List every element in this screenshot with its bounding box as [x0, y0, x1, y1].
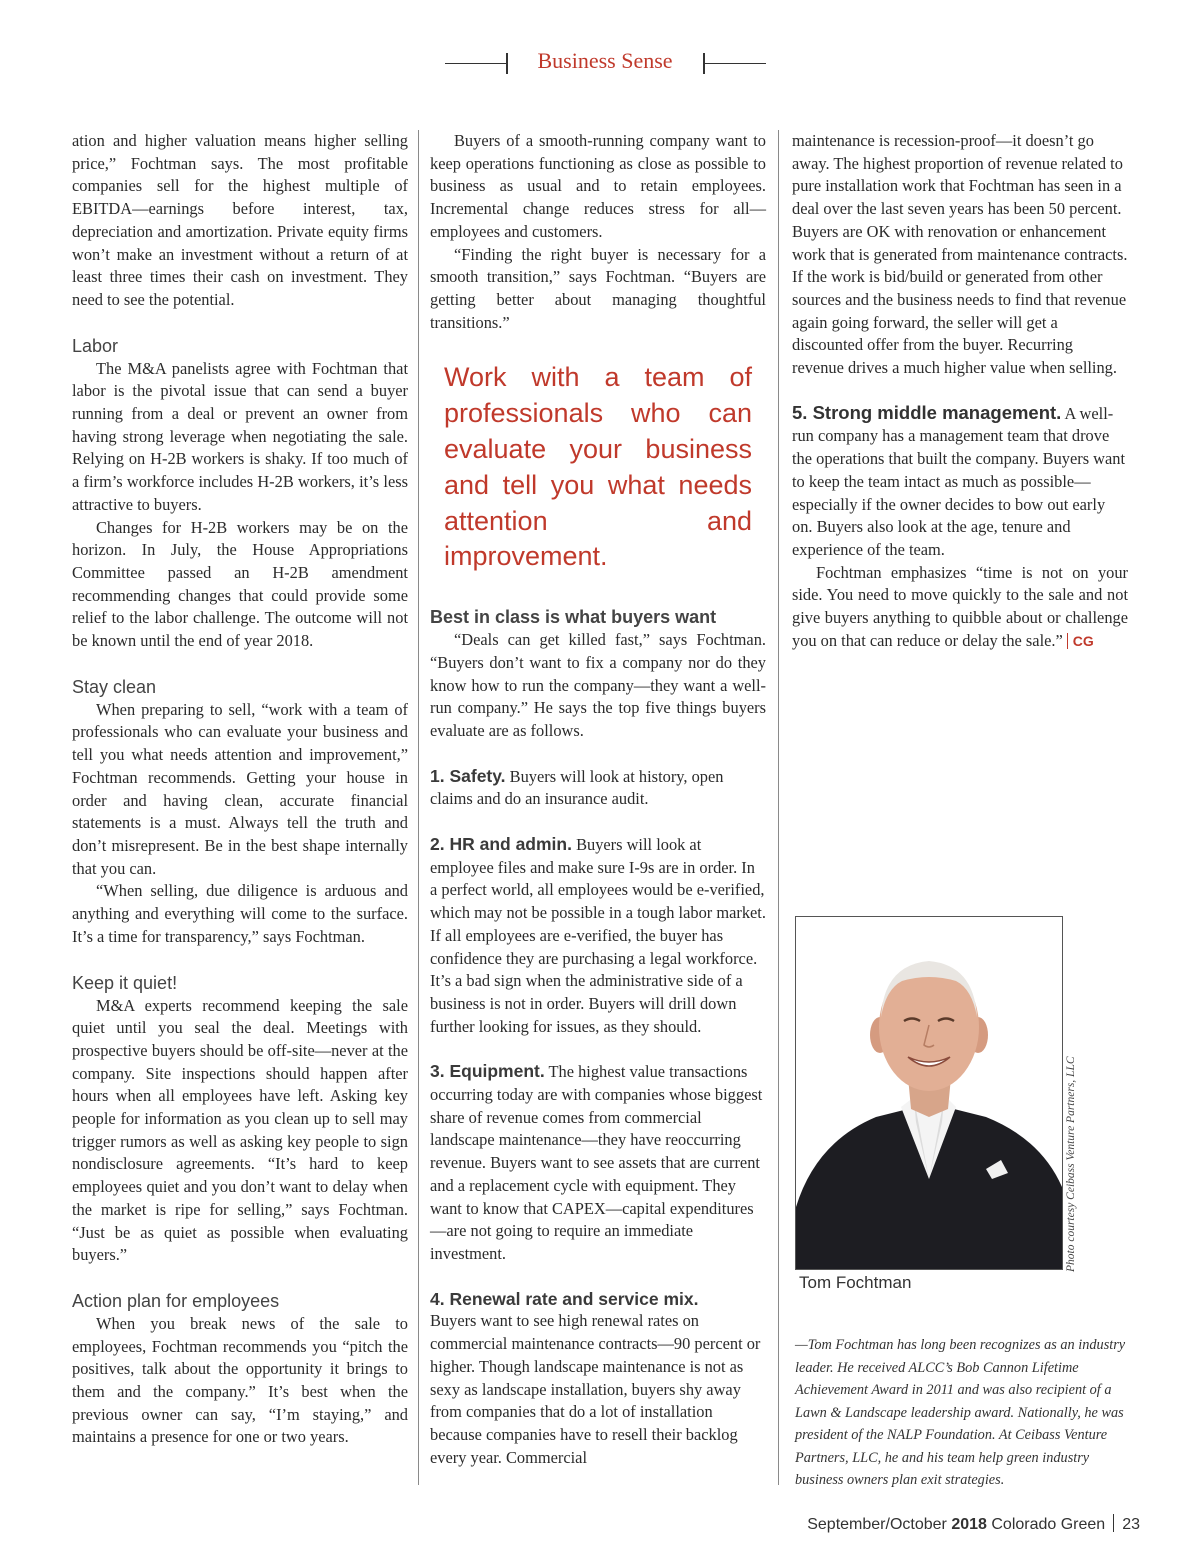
paragraph: maintenance is recession-proof—it doesn’t go away. The highest proportion of revenue related to pure installation work that Fochtman has seen in a deal over the last seven years has been 50 percent. Buyers are OK with renovation or enhancement work that is generated from maintenance contracts. If the work is bid/build or generated from other sources and the business needs to find that revenue again going forward, the seller will get a discounted offer from the buyer. Recurring revenue drives a much higher value when selling.: [792, 131, 1128, 378]
paragraph: When preparing to sell, “work with a team of professionals who can evaluate your business and tell you what needs attention and improvement,” Fochtman recommends. Getting your house in order and having clean, accurate financial statements is a must. Always tell the truth and don’t misrepresent. Be in the best shape internally that you can.: [72, 699, 408, 878]
list-item-equipment: [430, 1060, 766, 1265]
subhead-best-in-class: Best in class is what buyers want: [430, 607, 717, 628]
column-2: [430, 130, 766, 1469]
footer-magazine: Colorado Green: [991, 1516, 1106, 1533]
paragraph: “When selling, due diligence is arduous and anything and everything will come to the surface. It’s a time for transparency,” says Fochtman.: [72, 881, 408, 946]
list-item-renewal: [430, 1288, 766, 1470]
paragraph: Buyers of a smooth-running company want to keep operations functioning as close as possible to business as usual and to retain employees. Incremental change reduces stress for all—employees and customers.: [430, 131, 766, 241]
paragraph: M&A experts recommend keeping the sale quiet until you seal the deal. Meetings with prospective buyers should be off-site—never at the company. Site inspections should happen after hours when all employees have left. Asking key people for information as you clean up to sell may trigger rumors as well as asking key people to sign nondisclosure agreements. “It’s hard to keep employees quiet and you don’t want to delay when the market is ripe for selling,” says Fochtman. “Just be as quiet as possible when evaluating buyers.”: [72, 995, 408, 1265]
footer-issue: September/October: [807, 1516, 947, 1533]
portrait-photo: [795, 916, 1063, 1270]
header-rule-right: [704, 63, 766, 64]
item-text: A well-run company has a management team that drove the operations that built the company. Buyers want to keep the team intact as much as possible—especially if the owner decides to bow out early on. Buyers also look at the age, tenure and experience of the team.: [792, 403, 1126, 559]
paragraph: The M&A panelists agree with Fochtman that labor is the pivotal issue that can send a buyer running from a deal or prevent an owner from having strong leverage when negotiating the sale. Relying on H-2B workers is shaky. If too much of a firm’s workforce includes H-2B workers, it’s less attractive to buyers.: [72, 358, 408, 514]
footer-year: 2018: [951, 1516, 987, 1533]
item-number-heading: 4. Renewal rate and service mix.: [430, 1288, 699, 1309]
footer-divider: [1113, 1514, 1114, 1532]
list-item-middle-management: [792, 402, 1128, 562]
list-item-safety: [430, 765, 766, 811]
item-number-heading: 2. HR and admin.: [430, 834, 572, 855]
paragraph: “Deals can get killed fast,” says Fochtman. “Buyers don’t want to fix a company nor do they know how to run the company—they want a well-run company.” He says the top five things buyers evaluate are as follows.: [430, 630, 766, 740]
subhead-action-plan: Action plan for employees: [72, 1290, 280, 1311]
item-number-heading: 3. Equipment.: [430, 1061, 545, 1082]
item-text: Buyers will look at employee files and make sure I-9s are in order. In a perfect world, all employees would be e-verified, which may not be possible in a tough labor market. If all employees are e-verified, the buyer has confidence they are purchasing a legal workforce. It’s a bad sign when the administrative side of a business is not in order. Buyers will drill down further looking for issues, as they should.: [430, 835, 766, 1036]
item-number-heading: 5. Strong middle management.: [792, 401, 1062, 423]
paragraph: [792, 562, 1128, 653]
author-bio: —Tom Fochtman has long been recognizes as an industry leader. He received ALCC’s Bob Cannon Lifetime Achievement Award in 2011 and was also recipient of a Lawn & Landscape leadership award. Nationally, he was president of the NALP Foundation. At Ceibass Venture Partners, LLC, he and his team help green industry business owners plan exit strategies.: [795, 1337, 1126, 1488]
item-text: Buyers want to see high renewal rates on commercial maintenance contracts—90 percent or higher. Though landscape maintenance is not as sexy as landscape installation, buyers shy away from companies that do a lot of installation because companies have to resell their backlog every year. Commercial: [430, 1311, 761, 1467]
item-text: Buyers will look at history, open claims and do an insurance audit.: [430, 766, 724, 809]
paragraph: When you break news of the sale to employees, Fochtman recommends you “pitch the positives, talk about the opportunity it brings to them and the company.” It’s best when the previous owner can say, “I’m staying,” and maintains a presence for one or two years.: [72, 1313, 408, 1447]
subhead-keep-quiet: Keep it quiet!: [72, 972, 178, 993]
column-1: [72, 130, 408, 1449]
closing-text: Fochtman emphasizes “time is not on your side. You need to move quickly to the sale and not give buyers anything to quibble about or challenge you on that can reduce or delay the sale.”: [792, 562, 1128, 650]
paragraph: Changes for H-2B workers may be on the horizon. In July, the House Appropriations Committee passed an H-2B amendment recommending changes that could provide some relief to the labor challenge. The outcome will not be known until the end of year 2018.: [72, 517, 408, 651]
subhead-stay-clean: Stay clean: [72, 676, 157, 697]
item-number-heading: 1. Safety.: [430, 765, 506, 786]
pull-quote: Work with a team of professionals who can evaluate your business and tell you what needs attention and improvement.: [444, 362, 752, 572]
page-footer: [807, 1514, 1140, 1534]
list-item-hr-admin: [430, 833, 766, 1038]
item-text: The highest value transactions occurring today are with companies whose biggest share of revenue comes from commercial landscape maintenance—they have reoccurring revenue. Buyers want to see assets that are current and a replacement cycle with equipment. They want to know that CAPEX—capital expenditures—are not going to require an immediate investment.: [430, 1062, 763, 1263]
page-number: 23: [1122, 1516, 1140, 1533]
section-title: Business Sense: [537, 48, 673, 73]
photo-credit: Photo courtesy Ceibass Venture Partners, LLC: [1065, 1056, 1077, 1272]
portrait-illustration: [796, 917, 1062, 1269]
column-rule-2: [778, 130, 779, 1485]
paragraph: ation and higher valuation means higher selling price,” Fochtman says. The most profitable companies sell for the highest multiple of EBITDA—earnings before interest, tax, depreciation and amortization. Private equity firms won’t make an investment without a return of at least three times their cash on investment. They need to see the potential.: [72, 131, 408, 309]
photo-caption: Tom Fochtman: [799, 1273, 912, 1292]
paragraph: “Finding the right buyer is necessary for a smooth transition,” says Fochtman. “Buyers are getting better about managing thoughtful transitions.”: [430, 244, 766, 332]
column-rule-1: [418, 130, 419, 1485]
end-mark: CG: [1067, 633, 1094, 649]
subhead-labor: Labor: [72, 335, 119, 356]
column-3: [792, 130, 1128, 652]
